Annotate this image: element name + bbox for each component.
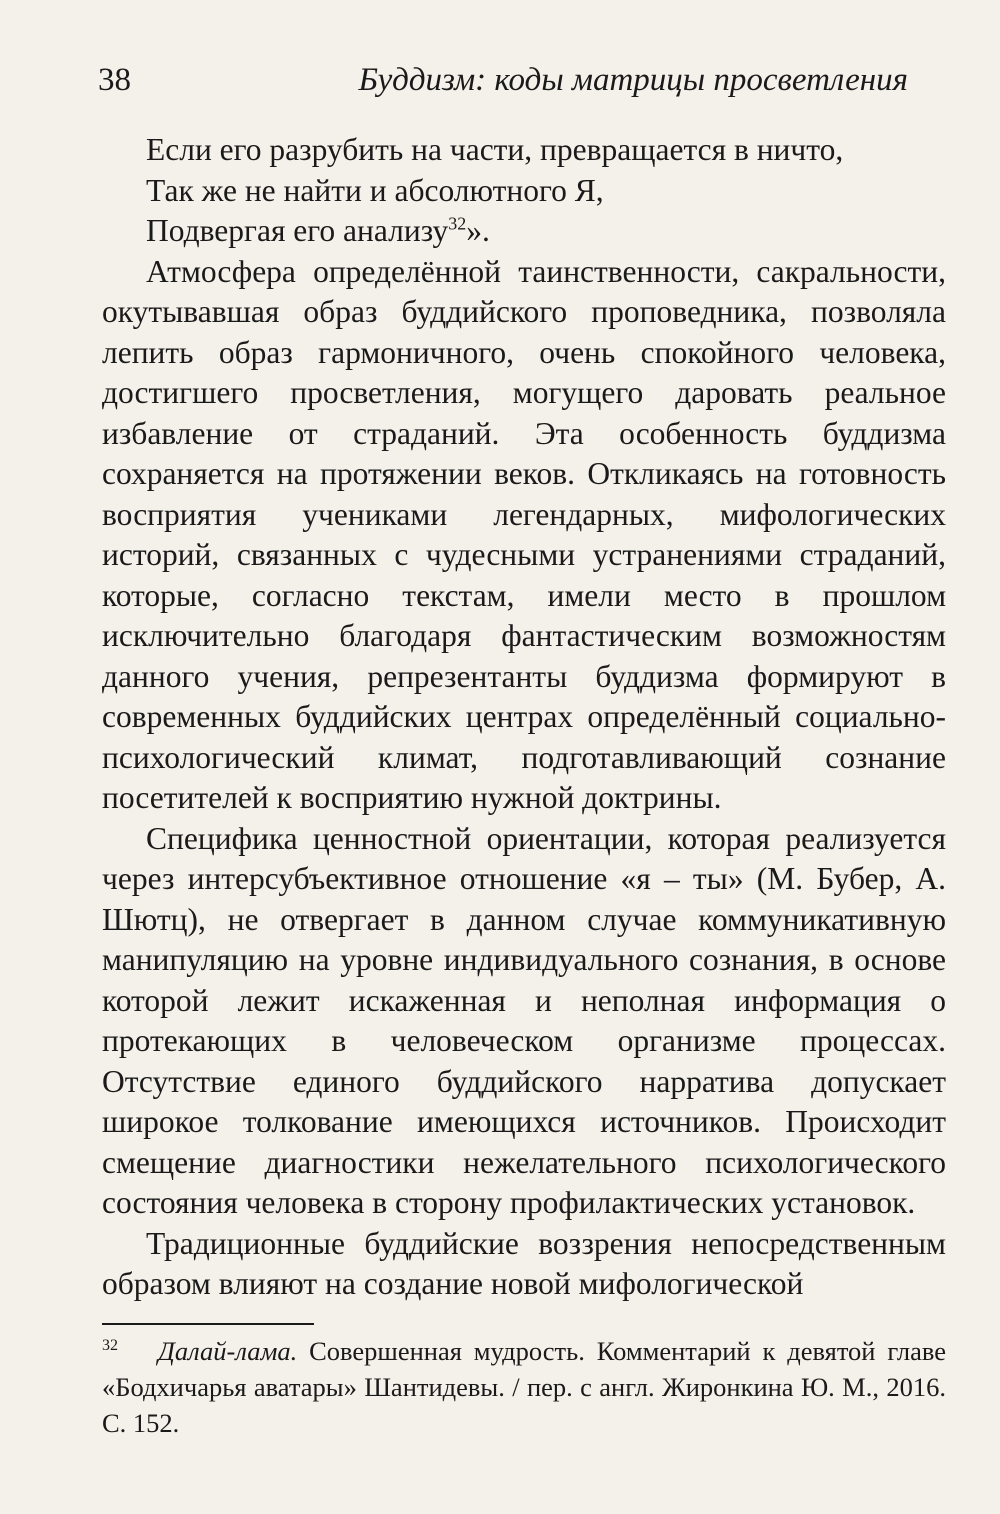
verse-line-3-tail: ». — [466, 213, 490, 248]
footnote: 32 Далай-лама. Совершенная мудрость. Комментарий к девятой главе «Бодхичарья аватары» Шантидевы. / пер. с англ. Жиронкина Ю. М., 2016. С. 152. — [102, 1336, 946, 1438]
verse-line-1: Если его разрубить на части, превращается в ничто, — [146, 132, 844, 167]
paragraph-3: Традиционные буддийские воззрения непосредственным образом влияют на создание новой мифологической — [102, 1225, 946, 1301]
running-head — [98, 62, 908, 106]
footnote-reference[interactable]: 32 — [448, 213, 467, 234]
verse-line-3 — [102, 211, 946, 252]
paragraph-2: Специфика ценностной ориентации, которая реализуется через интерсубъективное отношение «я – ты» (М. Бубер, А. Шютц), не отвергает в данном случае коммуникативную манипуляцию на уровне индивидуального сознания, в основе которой лежит искаженная и неполная информация о протекающих в человеческом организме процессах. Отсутствие единого буддийского нарратива допускает широкое толкование имеющихся источников. Происходит смещение диагностики нежелательного психологического состояния человека в сторону профилактических установок. — [102, 820, 946, 1220]
body-text — [102, 130, 946, 1305]
footnote-author: Далай-лама. — [158, 1336, 298, 1366]
footnote-divider — [102, 1323, 314, 1325]
verse-line-2: Так же не найти и абсолютного Я, — [146, 172, 604, 208]
footnote-text: Совершенная мудрость. Комментарий к девятой главе «Бодхичарья аватары» Шантидевы. / пер. с англ. Жиронкина Ю. М., 2016. С. 152. — [102, 1336, 946, 1438]
running-title: Буддизм: коды матрицы просветления — [358, 62, 908, 98]
page-number: 38 — [98, 62, 131, 98]
paragraph-1: Атмосфера определённой таинственности, сакральности, окутывавшая образ буддийского проповедника, позволяла лепить образ гармоничного, очень спокойного человека, достигшего просветления, могущего даровать реальное избавление от страданий. Эта особенность буддизма сохраняется на протяжении веков. Откликаясь на готовность восприятия учениками легендарных, мифологических историй, связанных с чудесными устранениями страданий, которые, согласно текстам, имели место в прошлом исключительно благодаря фантастическим возможностям данного учения, репрезентанты буддизма формируют в современных буддийских центрах определённый социально-психологический климат, подготавливающий сознание посетителей к восприятию нужной доктрины. — [102, 253, 946, 815]
verse-line-3-text: Подвергая его анализу — [146, 213, 449, 248]
